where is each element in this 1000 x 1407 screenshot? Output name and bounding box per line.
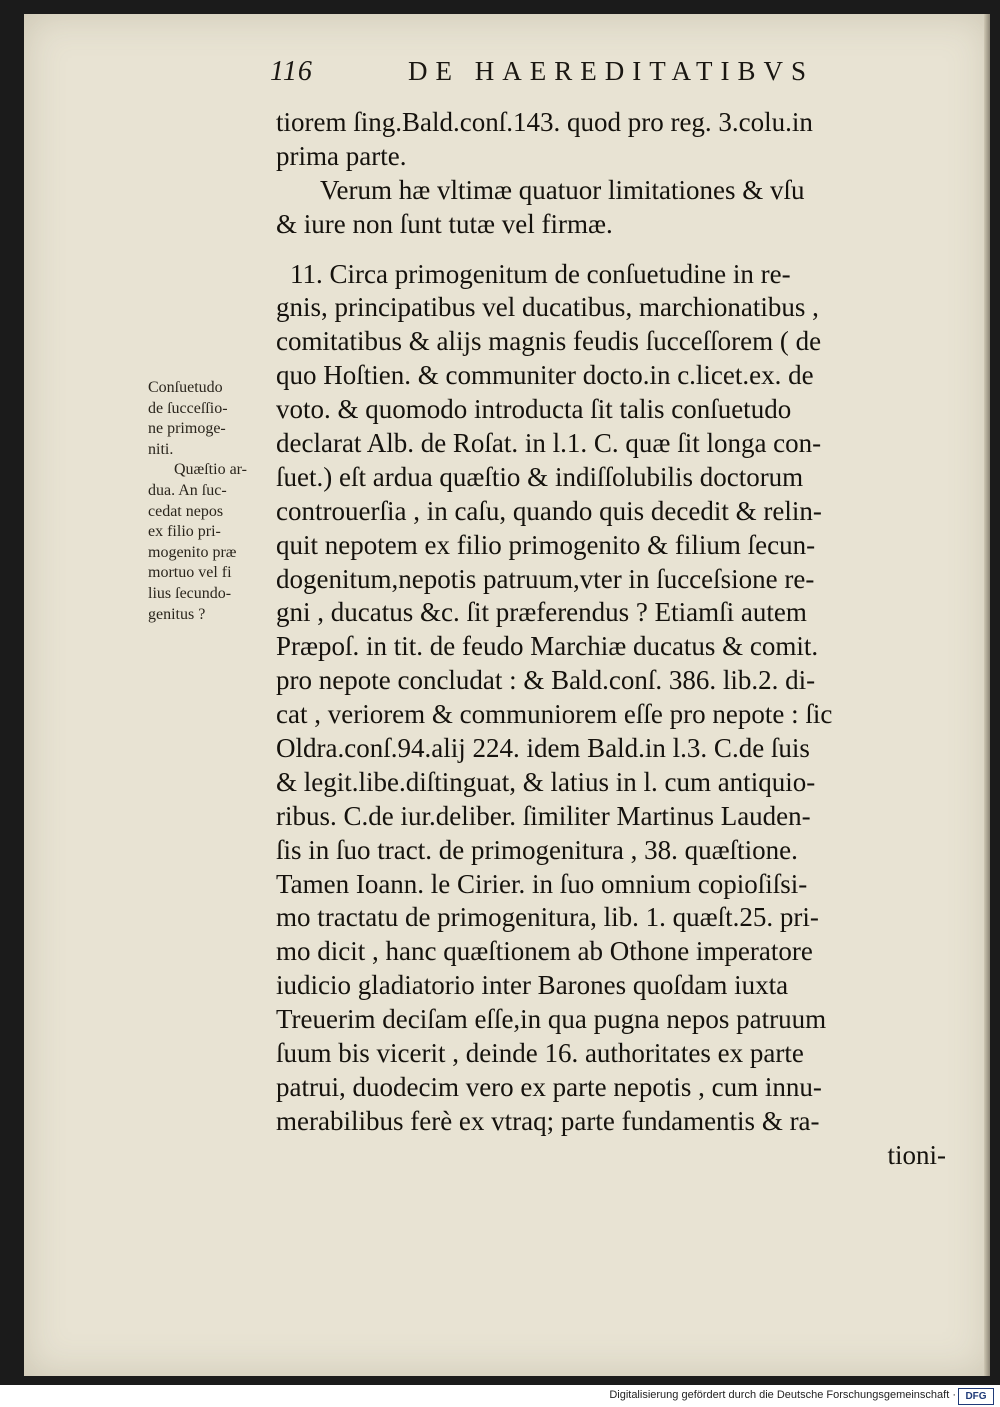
dfg-logo: DFG	[958, 1388, 994, 1405]
margin-note-line: Conſuetudo	[148, 379, 223, 396]
text-line: Præpoſ. in tit. de feudo Marchiæ ducatus & comit.	[276, 631, 819, 662]
running-head: DE HAEREDITATIBVS	[408, 56, 815, 86]
text-line: quit nepotem ex filio primogenito & filium ſecun-	[276, 529, 816, 560]
text-line: mo tractatu de primogenitura, lib. 1. quæſt.25. pri-	[276, 902, 819, 933]
text-line: Treuerim deciſam eſſe,in qua pugna nepos patruum	[276, 1004, 827, 1035]
footer-bar	[0, 1385, 1000, 1407]
text-line: patrui, duodecim vero ex parte nepotis , cum innu-	[276, 1071, 822, 1102]
text-line: ribus. C.de iur.deliber. ſimiliter Martinus Lauden-	[276, 800, 811, 831]
text-line: & iure non ſunt tutæ vel firmæ.	[276, 208, 613, 239]
text-line: ſuet.) eſt ardua quæſtio & indiſſolubilis doctorum	[276, 461, 804, 492]
text-line: quo Hoſtien. & communiter docto.in c.licet.ex. de	[276, 360, 814, 391]
margin-note-line: dua. An ſuc-	[148, 481, 227, 499]
catchword: tioni-	[887, 1139, 946, 1170]
margin-note-line: ex filio pri-	[148, 523, 221, 541]
page-number: 116	[270, 56, 313, 87]
text-line: pro nepote concludat : & Bald.conſ. 386. lib.2. di-	[276, 665, 816, 696]
page-header	[270, 56, 890, 96]
text-line: controuerſia , in caſu, quando quis decedit & relin-	[276, 495, 822, 526]
margin-note-line: ne primoge-	[148, 420, 226, 438]
margin-note-line: mortuo vel fi	[148, 564, 232, 582]
margin-note-line: mogenito præ	[148, 543, 237, 561]
text-line: voto. & quomodo introducta ſit talis conſuetudo	[276, 394, 792, 425]
margin-note-line: niti.	[148, 440, 174, 458]
text-line: declarat Alb. de Roſat. in l.1. C. quæ ſit longa con-	[276, 428, 822, 459]
text-line: iudicio gladiatorio inter Barones quoſdam iuxta	[276, 970, 789, 1001]
text-line: gni , ducatus &c. ſit præferendus ? Etiamſi autem	[276, 597, 807, 628]
text-line: tiorem ſing.Bald.conſ.143. quod pro reg. 3.colu.in	[276, 107, 813, 137]
margin-note-line: Quæſtio ar-	[174, 461, 247, 479]
text-line: dogenitum,nepotis patruum,vter in ſucceſsione re-	[276, 563, 815, 594]
text-line: Verum hæ vltimæ quatuor limitationes & vſu	[320, 174, 805, 205]
margin-note-line: de ſucceſſio-	[148, 399, 228, 417]
text-line: mo dicit , hanc quæſtionem ab Othone imperatore	[276, 936, 813, 967]
text-line: Tamen Ioann. le Cirier. in ſuo omnium copioſiſsi-	[276, 868, 808, 899]
text-line: & legit.libe.diſtinguat, & latius in l. cum antiquio-	[276, 766, 816, 797]
text-line: merabilibus ferè ex vtraq; parte fundamentis & ra-	[276, 1105, 820, 1136]
body-text	[276, 106, 956, 1173]
text-line: ſis in ſuo tract. de primogenitura , 38. quæſtione.	[276, 834, 798, 865]
text-line: 11. Circa primogenitum de conſuetudine in re-	[290, 258, 791, 289]
digitization-credit: Digitalisierung gefördert durch die Deutsche Forschungsgemeinschaft ·	[609, 1389, 956, 1401]
margin-note	[148, 378, 278, 625]
text-line: prima parte.	[276, 140, 407, 171]
text-line: comitatibus & alijs magnis feudis ſucceſſorem ( de	[276, 326, 822, 357]
text-line: cat , veriorem & communiorem eſſe pro nepote : ſic	[276, 699, 833, 730]
margin-note-line: cedat nepos	[148, 502, 224, 520]
margin-note-line: genitus ?	[148, 605, 206, 623]
text-line: Oldra.conſ.94.alij 224. idem Bald.in l.3. C.de ſuis	[276, 733, 810, 764]
text-line: ſuum bis vicerit , deinde 16. authoritates ex parte	[276, 1038, 804, 1069]
text-line: gnis, principatibus vel ducatibus, marchionatibus ,	[276, 292, 819, 323]
page-edge	[984, 14, 990, 1376]
margin-note-line: lius ſecundo-	[148, 584, 232, 602]
